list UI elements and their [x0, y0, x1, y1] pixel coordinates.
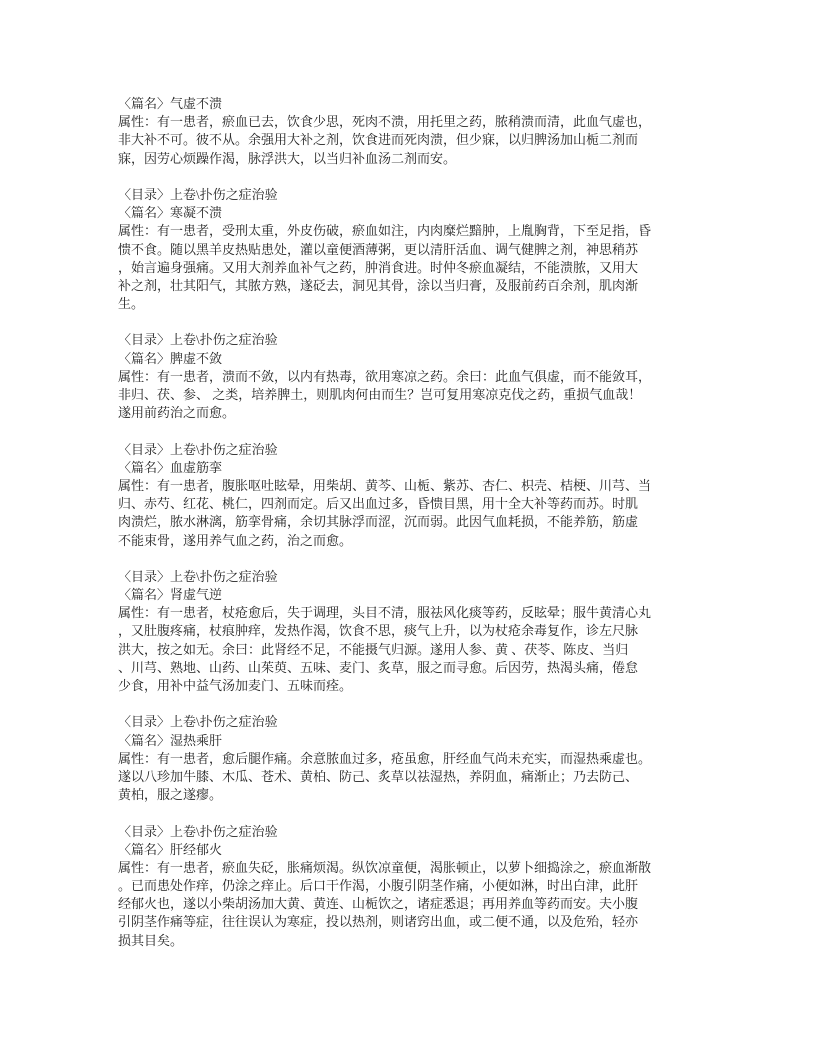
document-section: [118, 422, 718, 549]
section-title: 〈篇名〉血虚筋挛: [118, 459, 223, 475]
body-line: 愦不食。随以黑羊皮热贴患处，灌以童便酒薄粥，更以清肝活血、调气健脾之剂，神思稍苏: [118, 241, 639, 257]
body-line: 属性：有一患者，瘀血失砭，胀痛烦渴。纵饮凉童便，渴胀顿止，以萝卜细捣涂之，瘀血渐散: [118, 859, 652, 875]
body-line: 属性：有一患者，杖疮愈后，失于调理，头目不清，服祛风化痰等药，反眩晕；服牛黄清心丸: [118, 605, 652, 621]
body-line: 。已而患处作痒，仍涂之痒止。后口干作渴，小腹引阴茎作痛，小便如淋，时出白津，此肝: [118, 878, 639, 894]
catalog-line: 〈目录〉上卷\扑伤之症治验: [118, 568, 278, 584]
body-line: 生。: [118, 296, 145, 312]
section-title: 〈篇名〉气虚不溃: [118, 96, 223, 111]
body-line: ，又肚腹疼痛，杖痕肿痒，发热作渴，饮食不思，痰气上升，以为杖疮余毒复作，诊左尺脉: [118, 623, 639, 639]
section-title: 〈篇名〉肾虚气逆: [118, 587, 223, 603]
section-title: 〈篇名〉肝经郁火: [118, 841, 223, 857]
body-line: 遂用前药治之而愈。: [118, 405, 236, 421]
blank-line: [118, 550, 718, 568]
body-line: ，始言遍身强痛。又用大剂养血补气之药，肿消食进。时仲冬瘀血凝结，不能溃脓，又用大: [118, 259, 639, 275]
body-line: 补之剂，壮其阳气，其脓方熟，遂砭去，洞见其骨，涂以当归膏，及服前药百余剂，肌肉渐: [118, 277, 639, 293]
body-line: 属性：有一患者，溃而不敛，以内有热毒，欲用寒凉之药。余曰：此血气俱虚，而不能敛耳，: [118, 368, 652, 384]
document-section: [118, 550, 718, 696]
body-line: 引阴茎作痛等症，往往误认为寒症，投以热剂，则诸窍出血，或二便不通，以及危殆，轻亦: [118, 914, 639, 930]
body-line: 属性：有一患者，受刑太重，外皮伤破，瘀血如注，内肉糜烂黯肿，上胤胸背，下至足指，昏: [118, 223, 652, 239]
blank-line: [118, 804, 718, 822]
body-line: 损其目矣。: [118, 932, 184, 948]
body-line: 经郁火也，遂以小柴胡汤加大黄、黄连、山栀饮之，诸症悉退；再用养血等药而安。夫小腹: [118, 896, 639, 912]
catalog-line: 〈目录〉上卷\扑伤之症治验: [118, 441, 278, 457]
body-line: 、川芎、熟地、山药、山茱萸、五味、麦门、炙草，服之而寻愈。后因劳，热渴头痛，倦怠: [118, 659, 639, 675]
catalog-line: 〈目录〉上卷\扑伤之症治验: [118, 823, 278, 839]
body-line: 寐，因劳心烦躁作渴，脉浮洪大，以当归补血汤二剂而安。: [118, 150, 457, 166]
body-line: 黄柏，服之遂瘳。: [118, 787, 223, 803]
section-title: 〈篇名〉湿热乘肝: [118, 732, 223, 748]
body-line: 洪大，按之如无。余曰：此肾经不足，不能摄气归源。遂用人参、黄 、茯苓、陈皮、当归: [118, 641, 629, 657]
body-line: 少食，用补中益气汤加麦门、五味而痊。: [118, 678, 353, 693]
body-line: 肉溃烂，脓水淋漓，筋挛骨痛，余切其脉浮而涩，沉而弱。此因气血耗损，不能养筋，筋虚: [118, 514, 639, 530]
catalog-line: 〈目录〉上卷\扑伤之症治验: [118, 714, 278, 730]
document-section: [118, 804, 718, 950]
blank-line: [118, 695, 718, 713]
document-section: [118, 313, 718, 422]
document-section: [118, 168, 718, 314]
document-body: [118, 95, 718, 950]
blank-line: [118, 313, 718, 331]
body-line: 归、赤芍、红花、桃仁，四剂而定。后又出血过多，昏愦目黑，用十全大补等药而苏。时肌: [118, 496, 639, 512]
body-line: 遂以八珍加牛膝、木瓜、苍术、黄柏、防己、炙草以祛湿热，养阴血，痛渐止；乃去防己、: [118, 768, 639, 784]
blank-line: [118, 422, 718, 440]
body-line: 属性：有一患者，腹胀呕吐眩晕，用柴胡、黄芩、山栀、紫苏、杏仁、枳壳、桔梗、川芎、当: [118, 477, 652, 493]
section-title: 〈篇名〉脾虚不敛: [118, 350, 223, 366]
body-line: 非归、茯、参、 之类，培养脾土，则肌肉何由而生？岂可复用寒凉克伐之药，重损气血哉！: [118, 387, 642, 402]
document-section: [118, 695, 718, 804]
catalog-line: 〈目录〉上卷\扑伤之症治验: [118, 332, 278, 348]
catalog-line: 〈目录〉上卷\扑伤之症治验: [118, 186, 278, 202]
body-line: 非大补不可。彼不从。余强用大补之剂，饮食进而死肉溃，但少寐，以归脾汤加山栀二剂而: [118, 132, 639, 148]
body-line: 属性：有一患者，愈后腿作痛。余意脓血过多，疮虽愈，肝经血气尚未充实，而湿热乘虚也。: [118, 750, 652, 766]
blank-line: [118, 168, 718, 186]
body-line: 属性：有一患者，瘀血已去，饮食少思，死肉不溃，用托里之药，脓稍溃而清，此血气虚也，: [118, 114, 652, 130]
document-section: [118, 95, 718, 168]
body-line: 不能束骨，遂用养气血之药，治之而愈。: [118, 532, 353, 548]
section-title: 〈篇名〉寒凝不溃: [118, 205, 223, 221]
